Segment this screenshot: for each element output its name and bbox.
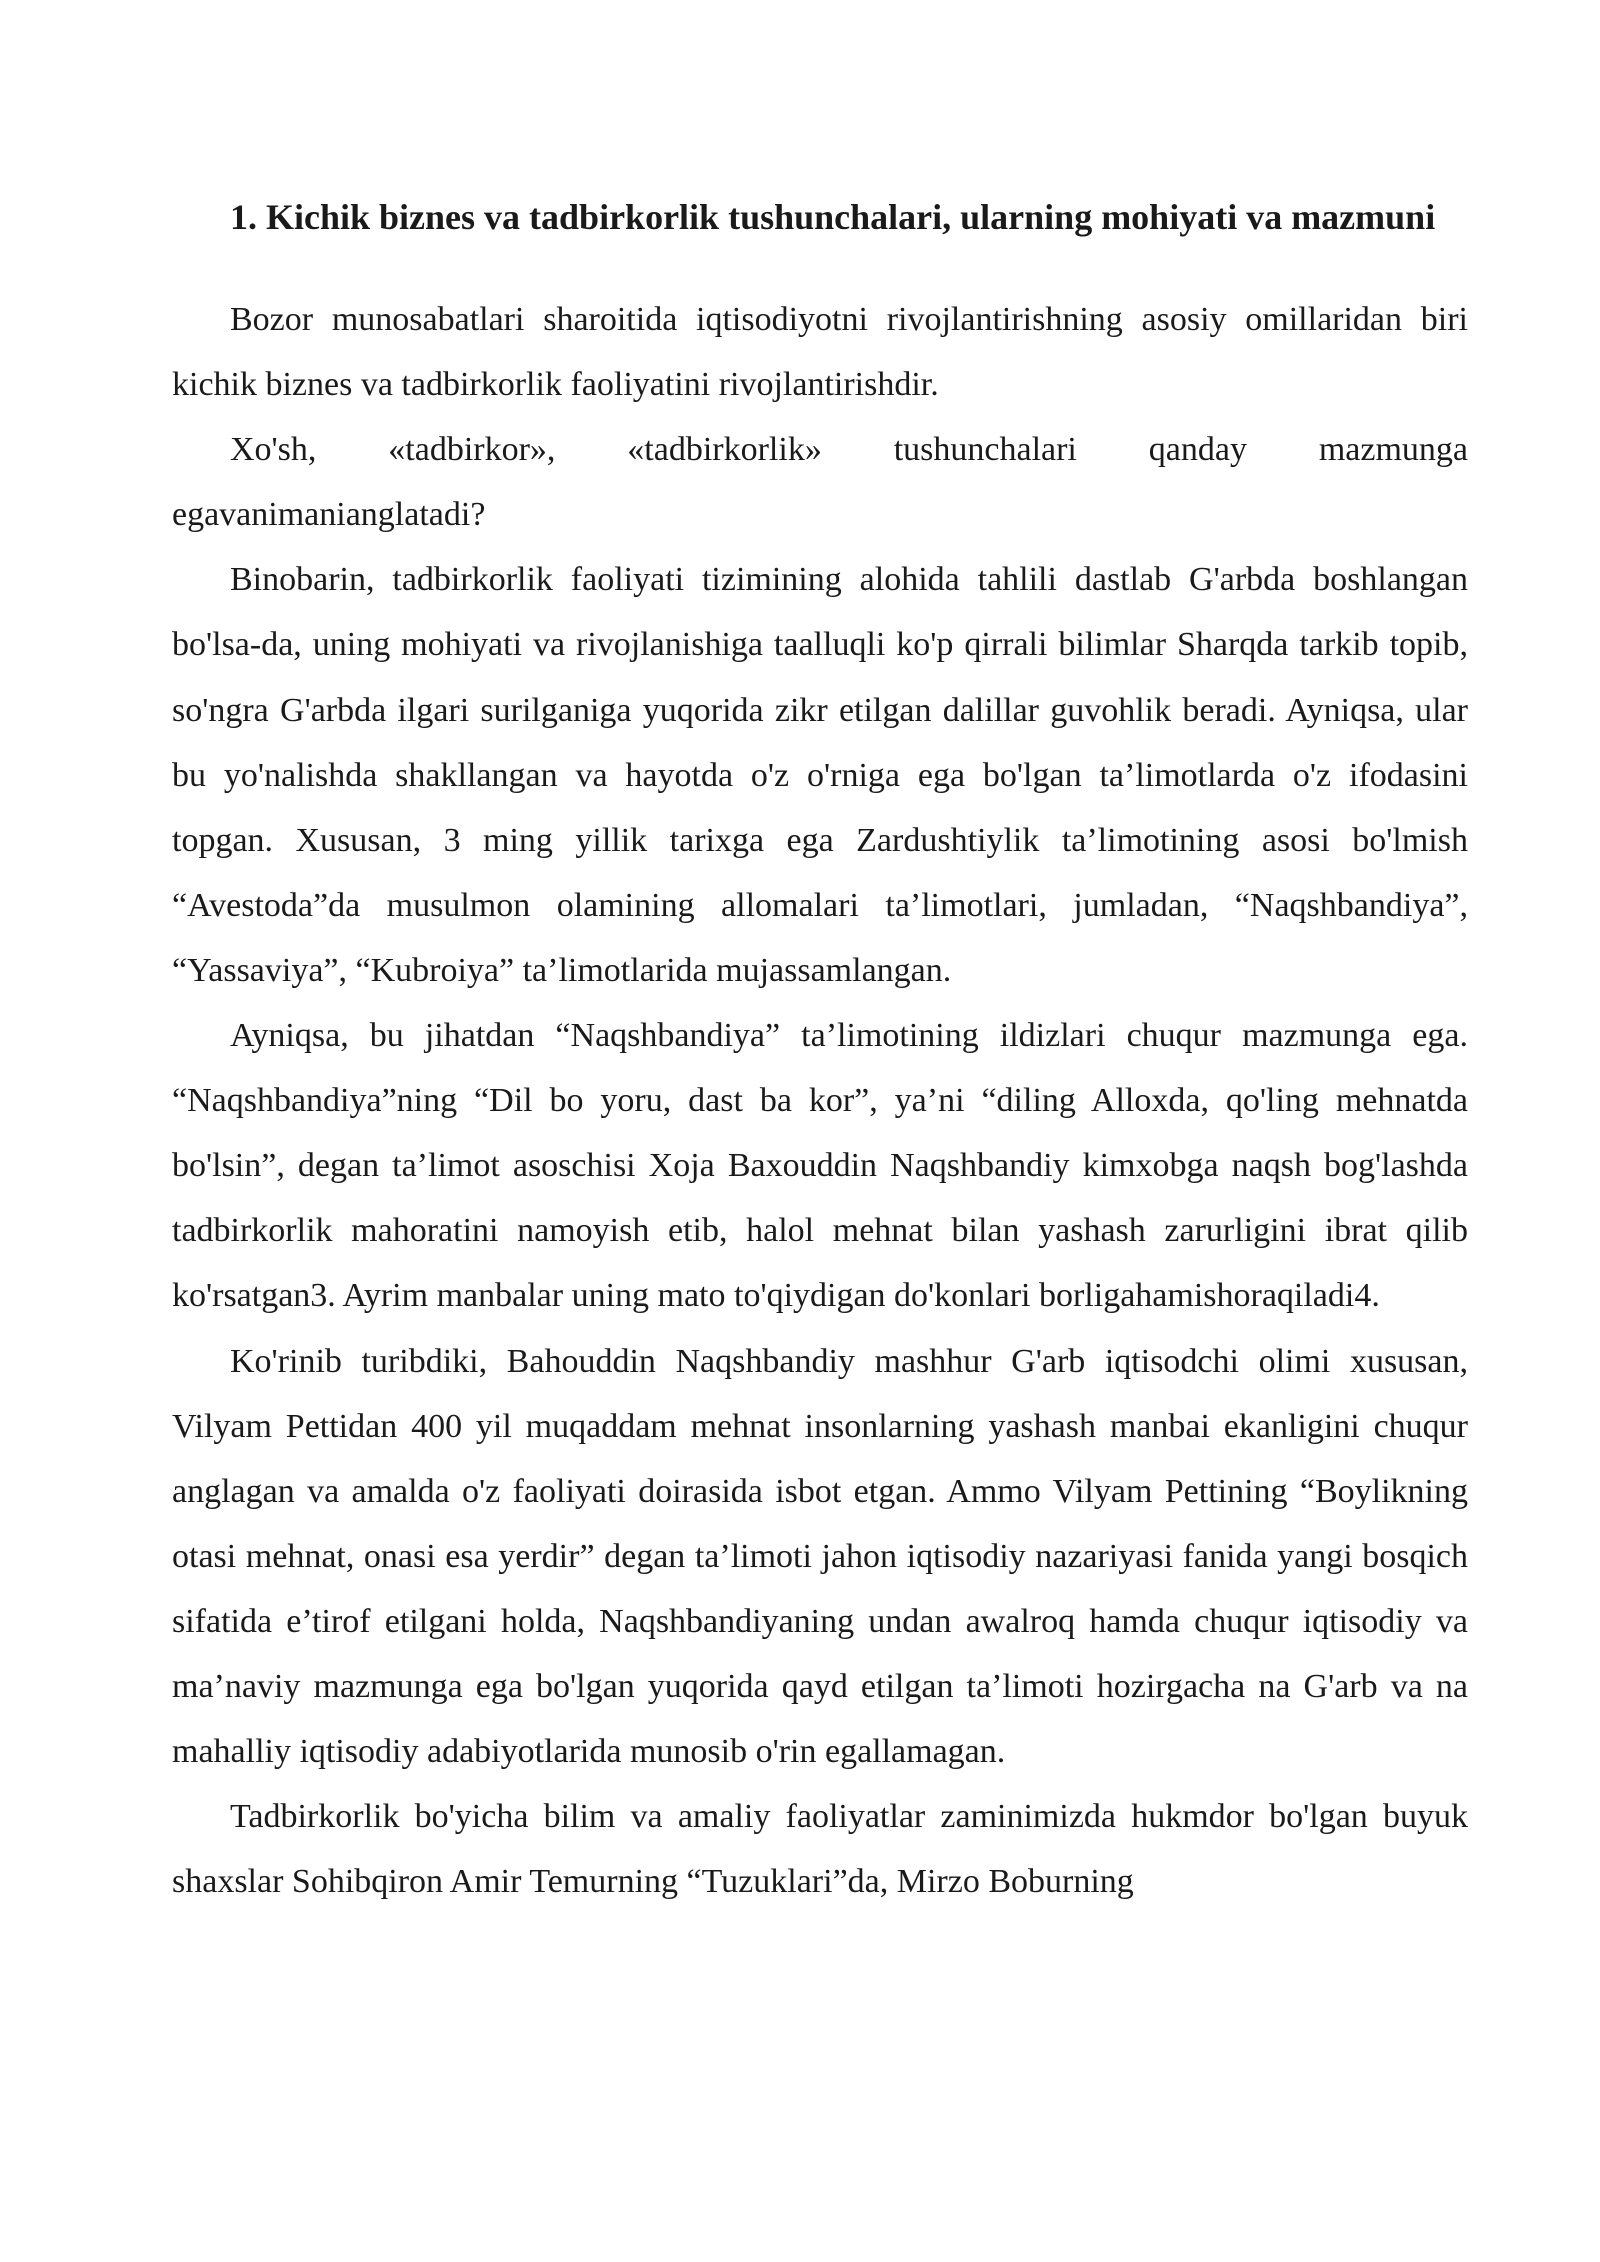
paragraph: Ayniqsa, bu jihatdan “Naqshbandiya” ta’limotining ildizlari chuqur mazmunga ega. “Naqshbandiya”ning “Dil bo yoru, dast ba kor”, ya’ni “diling Alloxda, qo'ling mehnatda bo'lsin”, degan ta’limot asoschisi Xoja Baxouddin Naqshbandiy kimxobga naqsh bog'lashda tadbirkorlik mahoratini namoyish etib, halol mehnat bilan yashash zarurligini ibrat qilib ko'rsatgan3. Ayrim manbalar uning mato to'qiydigan do'konlari borligahamishoraqiladi4. — [172, 1017, 1468, 1315]
document-body — [172, 185, 1468, 1914]
paragraph: Ko'rinib turibdiki, Bahouddin Naqshbandiy mashhur G'arb iqtisodchi olimi xususan, Vilyam Pettidan 400 yil muqaddam mehnat insonlarning yashash manbai ekanligini chuqur anglagan va amalda o'z faoliyati doirasida isbot etgan. Ammo Vilyam Pettining “Boylikning otasi mehnat, onasi esa yerdir” degan ta’limoti jahon iqtisodiy nazariyasi fanida yangi bosqich sifatida e’tirof etilgani holda, Naqshbandiyaning undan awalroq hamda chuqur iqtisodiy va ma’naviy mazmunga ega bo'lgan yuqorida qayd etilgan ta’limoti hozirgacha na G'arb va na mahalliy iqtisodiy adabiyotlarida munosib o'rin egallamagan. — [172, 1342, 1468, 1771]
paragraph: Xo'sh, «tadbirkor», «tadbirkorlik» tushunchalari qanday mazmunga egavanimanianglatadi? — [172, 431, 1468, 534]
paragraph: Tadbirkorlik bo'yicha bilim va amaliy faoliyatlar zaminimizda hukmdor bo'lgan buyuk shaxslar Sohibqiron Amir Temurning “Tuzuklari”da, Mirzo Boburning — [172, 1798, 1468, 1901]
paragraph: Bozor munosabatlari sharoitida iqtisodiyotni rivojlantirishning asosiy omillaridan biri kichik biznes va tadbirkorlik faoliyatini rivojlantirishdir. — [172, 301, 1468, 404]
section-heading: 1. Kichik biznes va tadbirkorlik tushunchalari, ularning mohiyati va mazmuni — [230, 197, 1436, 237]
paragraph: Binobarin, tadbirkorlik faoliyati tizimining alohida tahlili dastlab G'arbda boshlangan bo'lsa-da, uning mohiyati va rivojlanishiga taalluqli ko'p qirrali bilimlar Sharqda tarkib topib, so'ngra G'arbda ilgari surilganiga yuqorida zikr etilgan dalillar guvohlik beradi. Ayniqsa, ular bu yo'nalishda shakllangan va hayotda o'z o'rniga ega bo'lgan ta’limotlarda o'z ifodasini topgan. Xususan, 3 ming yillik tarixga ega Zardushtiylik ta’limotining asosi bo'lmish “Avestoda”da musulmon olamining allomalari ta’limotlari, jumladan, “Naqshbandiya”, “Yassaviya”, “Kubroiya” ta’limotlarida mujassamlangan. — [172, 561, 1468, 989]
